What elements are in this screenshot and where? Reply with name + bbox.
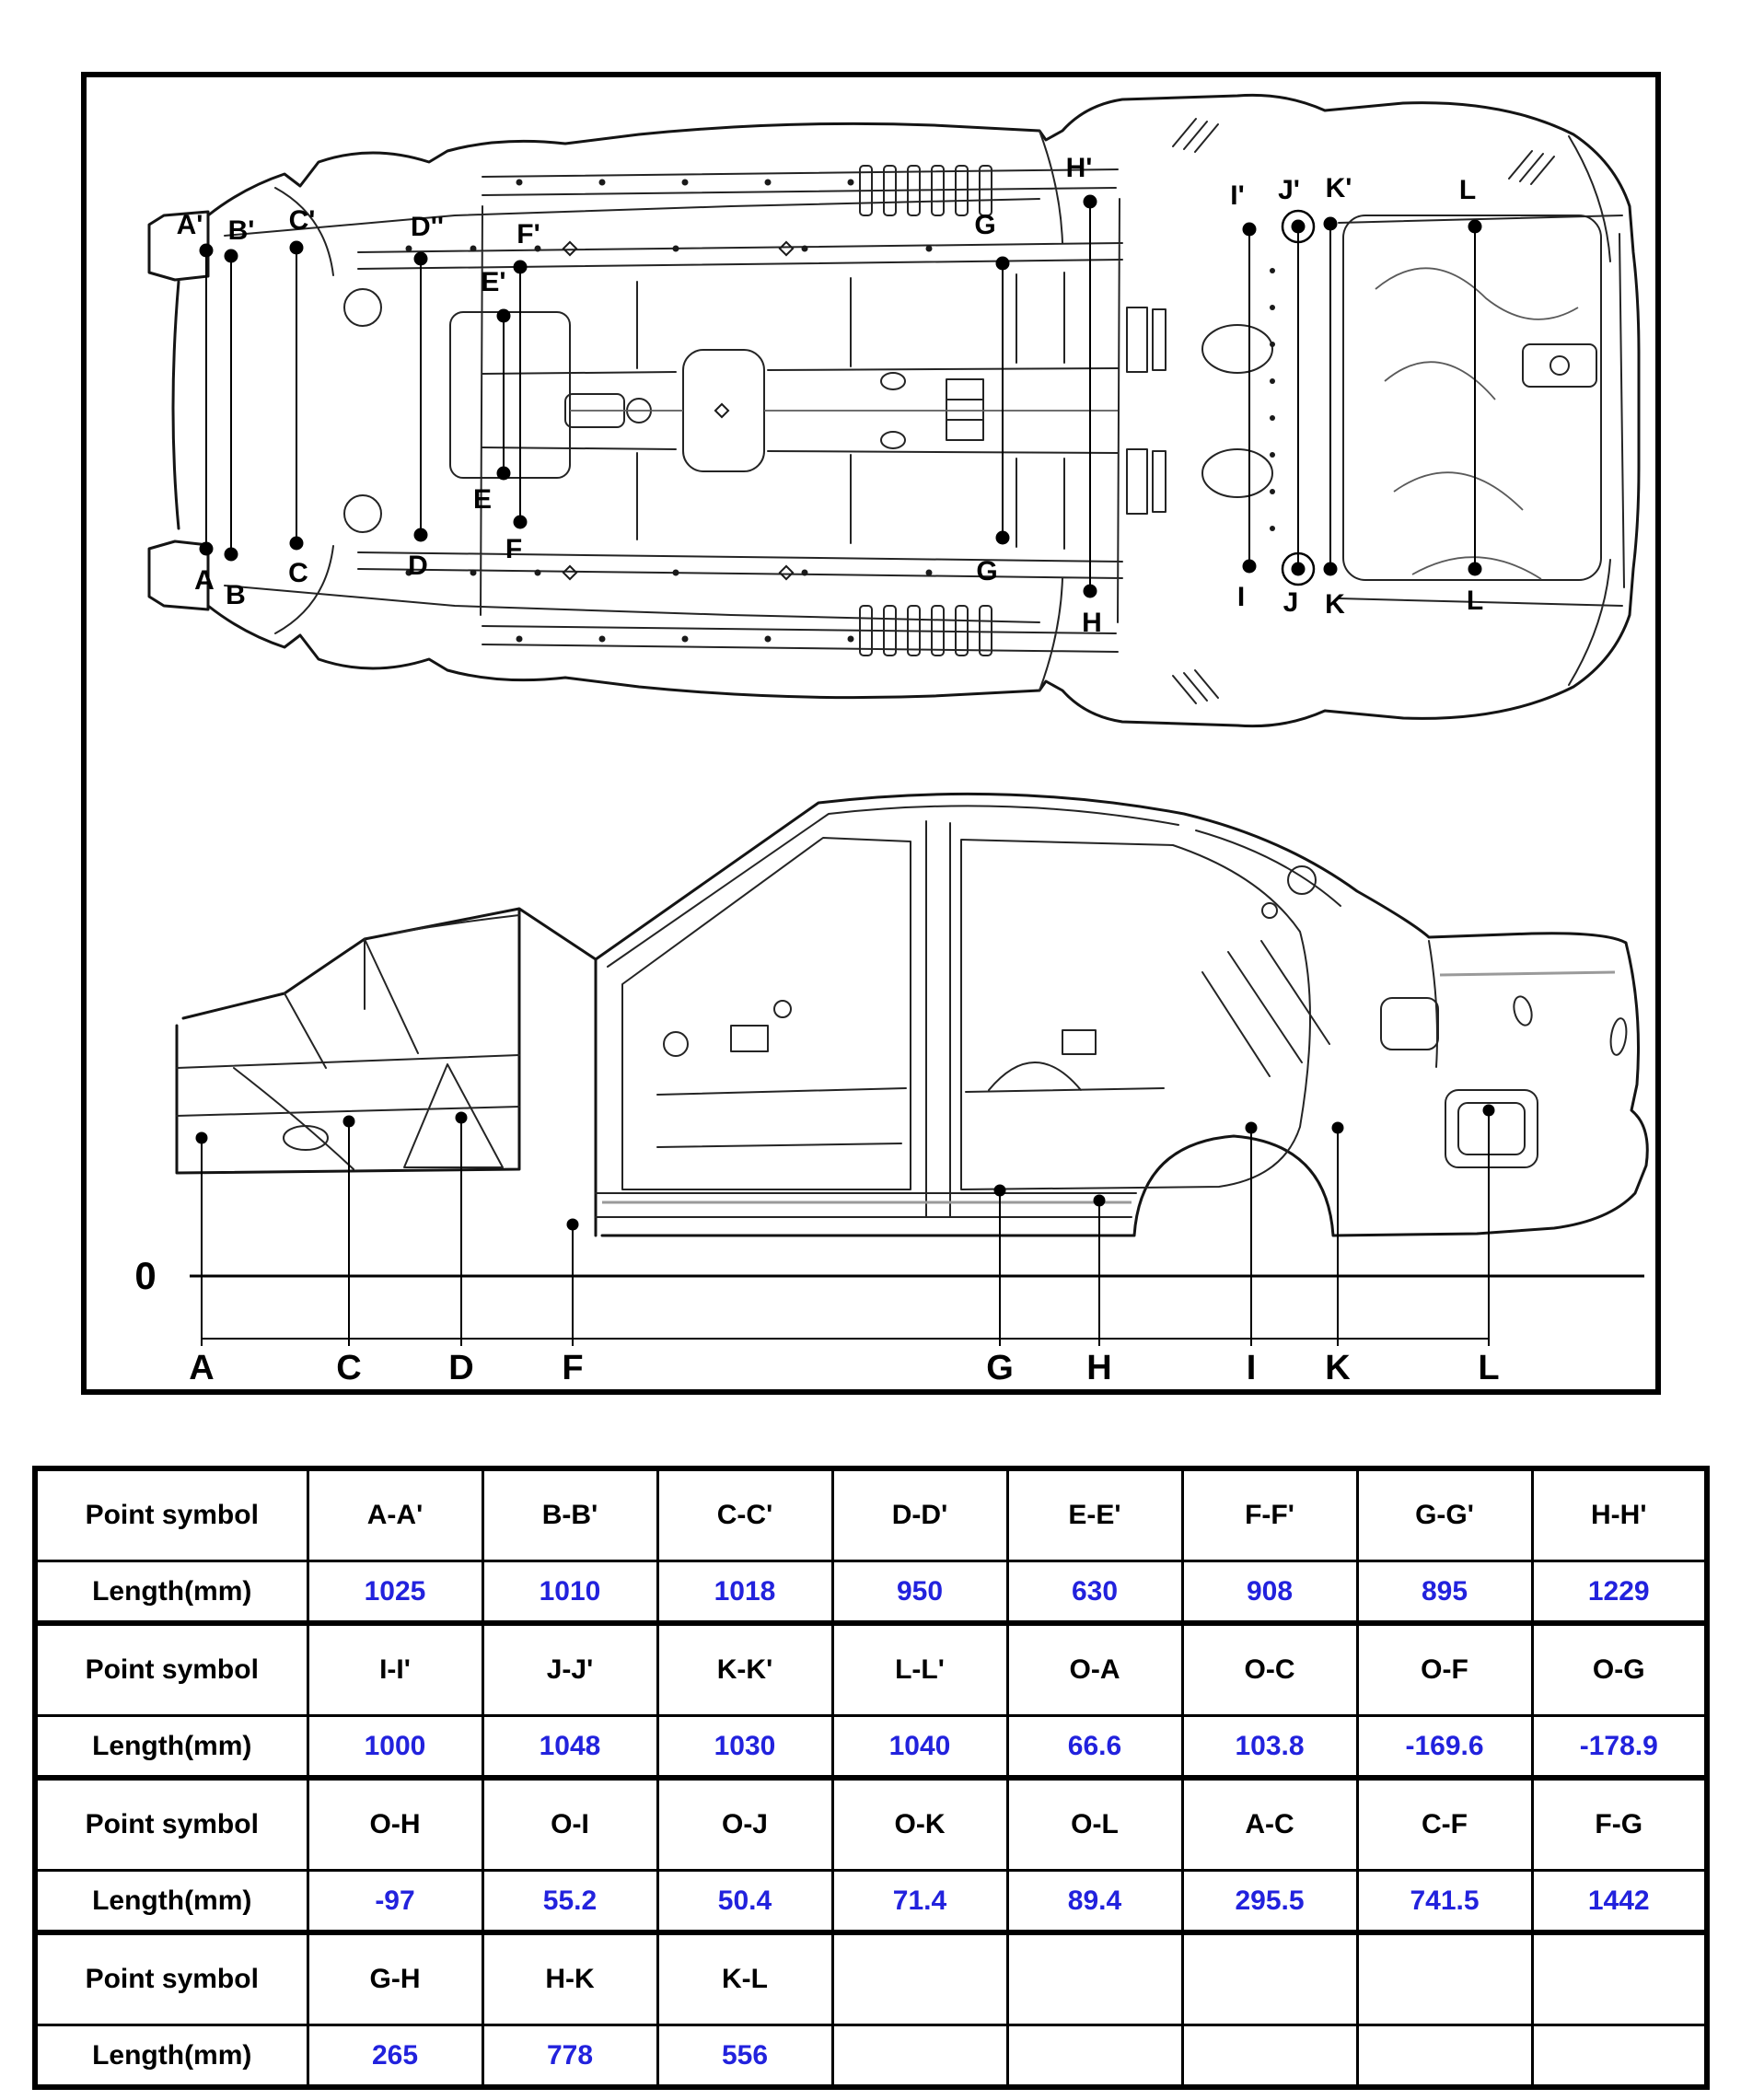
point-symbol-cell: K-L [657,1932,832,2025]
length-value-cell: 1229 [1532,1561,1707,1624]
sideview-measurements [134,1105,1644,1388]
table-row [35,1871,1707,1933]
measure-label-top: L [1458,175,1477,205]
length-value-cell: 1040 [832,1716,1007,1779]
measure-label-top: E' [481,267,506,297]
underbody-point-C [288,205,315,588]
measure-label-bottom: G [976,556,998,586]
point-symbol-cell: I-I' [308,1623,482,1716]
door-hole [774,1001,791,1017]
drop-line-I [1246,1122,1258,1388]
underbody-point-L [1459,175,1483,616]
length-value-cell: 630 [1007,1561,1182,1624]
axis-label: A [189,1349,215,1387]
susp-member [1153,309,1166,370]
measure-label-bottom: I [1236,582,1246,612]
underbody-point-J [1278,175,1314,618]
length-value-cell: 71.4 [832,1871,1007,1933]
measure-label-bottom: B [226,580,246,610]
trailing-arm [1202,449,1272,497]
underbody-point-B [225,215,255,610]
table-row [35,1468,1707,1561]
length-value-cell: 1010 [482,1561,657,1624]
length-value-cell: -178.9 [1532,1716,1707,1779]
length-value-cell: 265 [308,2025,482,2088]
axis-label: H [1086,1349,1112,1387]
length-header-cell: Length(mm) [35,1716,308,1779]
measure-label-top: C' [288,205,316,236]
datum-label: 0 [134,1254,157,1297]
point-symbol-cell: F-F' [1182,1468,1357,1561]
side-view [134,794,1647,1387]
measure-label-top: D'' [411,212,444,242]
table-row [35,1623,1707,1716]
underbody-point-F [505,219,540,564]
axis-label: F [562,1349,584,1387]
length-header-cell: Length(mm) [35,2025,308,2088]
point-symbol-header-cell: Point symbol [35,1778,308,1871]
body-dimensions-diagram-box [81,72,1661,1395]
length-value-cell: 556 [657,2025,832,2088]
point-symbol-cell: O-A [1007,1623,1182,1716]
axis-label: I [1246,1349,1257,1387]
quarter-panel-recess [1381,998,1438,1050]
spare-well-curves [570,268,1578,579]
point-symbol-header-cell: Point symbol [35,1932,308,2025]
door-bracket [731,1026,768,1051]
drop-line-F [562,1219,583,1388]
point-symbol-cell: B-B' [482,1468,657,1561]
point-symbol-cell: O-I [482,1778,657,1871]
quarter-hole [1262,903,1277,918]
point-symbol-cell: K-K' [657,1623,832,1716]
length-value-cell: 1030 [657,1716,832,1779]
length-value-cell: 1025 [308,1561,482,1624]
point-symbol-cell [1182,1932,1357,2025]
point-symbol-cell: G-H [308,1932,482,2025]
measure-label-bottom: F [505,534,523,564]
point-symbol-cell: A-A' [308,1468,482,1561]
drop-line-G [986,1185,1014,1388]
point-symbol-cell: L-L' [832,1623,1007,1716]
drop-line-D [448,1112,473,1388]
length-value-cell: 55.2 [482,1871,657,1933]
measure-dot [200,542,214,556]
measure-label-top: B' [227,215,255,246]
point-symbol-header-cell: Point symbol [35,1468,308,1561]
axis-label: K [1325,1349,1351,1387]
length-value-cell [1357,2025,1532,2088]
trailing-arm [1202,325,1272,373]
tunnel-console [683,350,764,471]
measure-label-bottom: D [408,551,428,581]
underbody-point-I [1230,180,1256,612]
measure-label-bottom: C [288,558,308,588]
point-symbol-cell: C-F [1357,1778,1532,1871]
drop-line-H [1086,1195,1111,1388]
point-symbol-cell: O-F [1357,1623,1532,1716]
strut-mount [344,495,381,532]
table-row [35,2025,1707,2088]
crossmember-bracket [946,379,983,440]
rear-floor-pan [1343,215,1601,580]
underbody-point-K [1324,173,1352,620]
rear-bracket [1523,344,1596,387]
point-symbol-cell: O-H [308,1778,482,1871]
length-value-cell: 50.4 [657,1871,832,1933]
measure-label-top: I' [1230,180,1245,211]
dimension-table [32,1466,1710,2090]
length-header-cell: Length(mm) [35,1561,308,1624]
length-value-cell: 89.4 [1007,1871,1182,1933]
length-value-cell: 1048 [482,1716,657,1779]
taillight-edge [1608,1017,1628,1056]
length-header-cell: Length(mm) [35,1871,308,1933]
fuel-door [1511,994,1535,1027]
crossmember-ribs [946,400,983,420]
measure-label-top: H' [1065,153,1093,183]
underbody-point-H [1066,153,1102,638]
susp-member [1127,307,1147,372]
length-value-cell: 1018 [657,1561,832,1624]
length-value-cell: 103.8 [1182,1716,1357,1779]
underbody-view [149,95,1639,725]
axis-label: L [1478,1349,1500,1387]
table-row [35,1932,1707,2025]
point-symbol-cell: H-H' [1532,1468,1707,1561]
measure-label-bottom: A [194,565,215,596]
length-value-cell: -97 [308,1871,482,1933]
point-symbol-cell [1007,1932,1182,2025]
sideview-outline [177,794,1647,1236]
measure-label-bottom: E [472,484,493,515]
measure-label-bottom: J [1283,587,1299,618]
point-symbol-cell: D-D' [832,1468,1007,1561]
measure-label-top: A' [176,210,203,240]
point-symbol-cell: O-J [657,1778,832,1871]
susp-member [1153,451,1166,512]
length-value-cell [1182,2025,1357,2088]
measure-dot [200,244,214,258]
point-symbol-cell: O-G [1532,1623,1707,1716]
length-value-cell: 908 [1182,1561,1357,1624]
door-bracket [1062,1030,1096,1054]
point-symbol-cell: O-C [1182,1623,1357,1716]
length-value-cell [1007,2025,1182,2088]
length-value-cell: 895 [1357,1561,1532,1624]
length-value-cell: 1442 [1532,1871,1707,1933]
susp-member [1127,449,1147,514]
point-symbol-cell: C-C' [657,1468,832,1561]
point-symbol-cell: J-J' [482,1623,657,1716]
length-value-cell [832,2025,1007,2088]
measure-label-top: G [974,210,996,240]
measure-label-bottom: L [1466,586,1484,616]
measure-label-bottom: H [1082,608,1102,638]
length-value-cell: 741.5 [1357,1871,1532,1933]
point-symbol-cell: H-K [482,1932,657,2025]
measure-label-bottom: K [1325,589,1345,620]
frame-hole [284,1126,328,1150]
point-symbol-cell [832,1932,1007,2025]
table-row [35,1778,1707,1871]
front-subframe [450,312,570,478]
point-symbol-cell: G-G' [1357,1468,1532,1561]
drop-line-K [1325,1122,1351,1388]
measure-label-top: K' [1325,173,1352,203]
point-symbol-cell [1357,1932,1532,2025]
point-symbol-cell: O-L [1007,1778,1182,1871]
floor-grommet [881,432,905,448]
table-row [35,1561,1707,1624]
axis-label: D [448,1349,474,1387]
floor-grommet [881,373,905,389]
point-symbol-cell: E-E' [1007,1468,1182,1561]
quarter-speaker [1288,866,1316,894]
length-value-cell: 778 [482,2025,657,2088]
table-row [35,1716,1707,1779]
point-symbol-cell: O-K [832,1778,1007,1871]
greenhouse-details [596,806,1437,1217]
length-value-cell: 950 [832,1561,1007,1624]
drop-line-A [189,1132,214,1388]
point-symbol-cell [1532,1932,1707,2025]
diagram-svg [87,77,1655,1389]
strut-mount [344,289,381,326]
measure-label-top: J' [1278,175,1300,205]
length-value-cell: 295.5 [1182,1871,1357,1933]
axis-label: C [336,1349,362,1387]
rear-bracket-hole [1550,356,1569,375]
point-symbol-header-cell: Point symbol [35,1623,308,1716]
underbody-measurements [177,153,1484,638]
door-hole [664,1032,688,1056]
underbody-point-G [974,210,1009,586]
point-symbol-cell: F-G [1532,1778,1707,1871]
length-value-cell: 1000 [308,1716,482,1779]
axis-label: G [986,1349,1014,1387]
length-value-cell: 66.6 [1007,1716,1182,1779]
measure-label-top: F' [516,219,540,249]
length-value-cell: -169.6 [1357,1716,1532,1779]
point-symbol-cell: A-C [1182,1778,1357,1871]
drop-line-L [1478,1105,1499,1388]
length-value-cell [1532,2025,1707,2088]
